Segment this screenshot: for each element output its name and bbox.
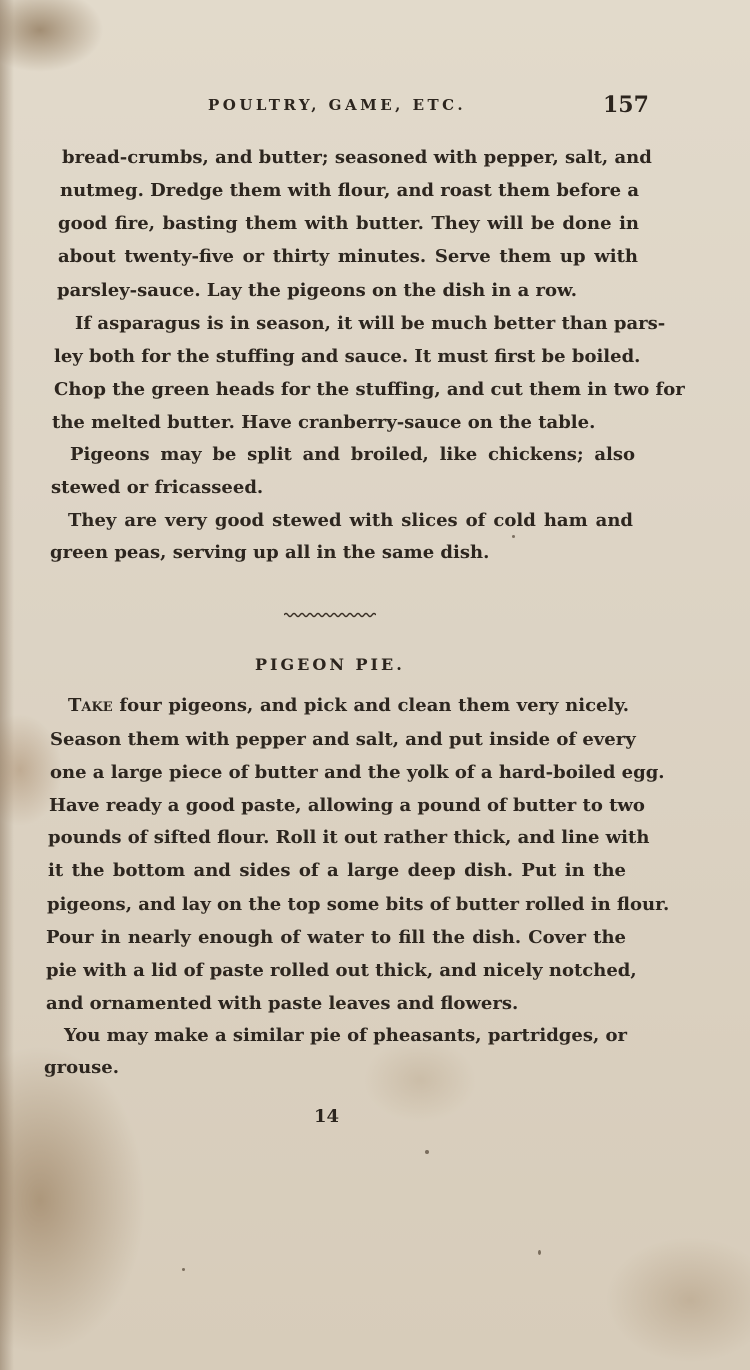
text-line: and ornamented with paste leaves and flowers. [46,993,519,1014]
text-line: it the bottom and sides of a large deep dish. Put in the [48,860,626,881]
text-line: If asparagus is in season, it will be much better than pars- [75,313,666,334]
text-line: ley both for the stuffing and sauce. It must first be boiled. [54,346,641,367]
drop-word: Take [68,695,113,716]
text-line: Have ready a good paste, allowing a pound of butter to two [49,795,645,816]
page-number: 157 [603,92,649,118]
text-line: nutmeg. Dredge them with flour, and roast them before a [60,180,639,201]
ink-speck [425,1150,429,1154]
text-line: They are very good stewed with slices of cold ham and [68,510,633,531]
ink-speck [512,535,515,538]
text-line: Pigeons may be split and broiled, like chickens; also [70,444,635,465]
text-line: Pour in nearly enough of water to fill the dish. Cover the [46,927,626,948]
text-line [68,695,629,717]
text-line-rest: four pigeons, and pick and clean them very nicely. [112,695,629,716]
text-line: Season them with pepper and salt, and put inside of every [50,729,636,750]
text-line: about twenty-five or thirty minutes. Serve them up with [58,246,638,267]
wavy-rule [284,612,376,618]
text-line: green peas, serving up all in the same dish. [50,542,490,563]
text-line: one a large piece of butter and the yolk of a hard-boiled egg. [50,762,665,783]
text-line: Chop the green heads for the stuffing, and cut them in two for [54,379,685,400]
running-head: POULTRY, GAME, ETC. [208,96,467,114]
text-line: You may make a similar pie of pheasants, partridges, or [64,1025,627,1046]
text-line: parsley-sauce. Lay the pigeons on the dish in a row. [57,280,577,301]
ink-speck [182,1268,185,1271]
text-line: stewed or fricasseed. [51,477,264,498]
text-line: good fire, basting them with butter. They will be done in [58,213,639,234]
text-line: the melted butter. Have cranberry-sauce on the table. [52,412,596,433]
text-line: bread-crumbs, and butter; seasoned with pepper, salt, and [62,147,652,168]
ink-speck [538,1250,541,1255]
recipe-heading: PIGEON PIE. [255,655,405,674]
text-line: grouse. [44,1057,120,1078]
signature-mark: 14 [314,1106,340,1127]
text-line: pigeons, and lay on the top some bits of butter rolled in flour. [47,894,670,915]
text-line: pounds of sifted flour. Roll it out rather thick, and line with [48,827,650,848]
text-line: pie with a lid of paste rolled out thick, and nicely notched, [46,960,637,981]
